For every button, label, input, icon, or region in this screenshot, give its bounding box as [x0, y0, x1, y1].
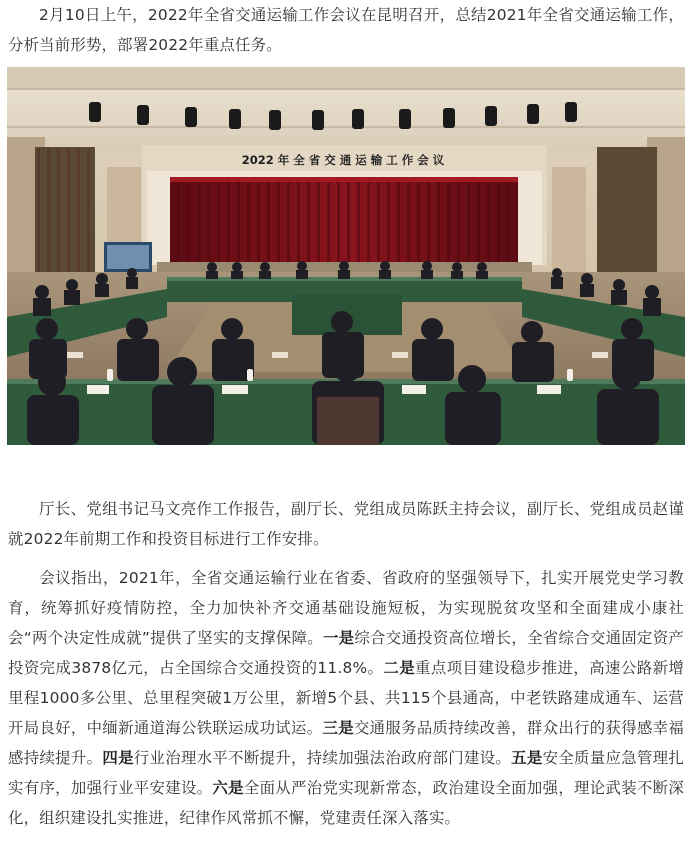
summary-paragraph: 会议指出，2021年，全省交通运输行业在省委、省政府的坚强领导下，扎实开展党史学习教育，统筹抓好疫情防控，全力加快补齐交通基础设施短板，为实现脱贫攻坚和全面建成小康社会“两个决定性成就”提供了坚实的支撑保障。一是综合交通投资高位增长，全省综合交通固定资产投资完成3878亿元，占全国综合交通投资的11.8%。二是重点项目建设稳步推进，高速公路新增里程1000多公里、总里程突破1万公里，新增5个县、共115个县通高，中老铁路建成通车、运营开局良好，中缅新通道海公铁联运成功试运。三是交通服务品质持续改善，群众出行的获得感幸福感持续提升。四是行业治理水平不断提升，持续加强法治政府部门建设。五是安全质量应急管理扎实有序，加强行业平安建设。六是全面从严治党实现新常态，政治建设全面加强，理论武装不断深化，组织建设扎实推进，纪律作风常抓不懈，党建责任深入落实。: [8, 569, 684, 827]
point-4-label: 四是: [102, 749, 134, 767]
point-1-label: 一是: [322, 629, 355, 647]
point-3-label: 三是: [322, 719, 354, 737]
point-5-label: 五是: [511, 749, 543, 767]
point-6-label: 六是: [212, 779, 244, 797]
banner-text: 2022 年 全 省 交 通 运 输 工 作 会 议: [241, 153, 445, 167]
speakers-paragraph: 厅长、党组书记马文亮作工作报告，副厅长、党组成员陈跃主持会议，副厅长、党组成员赵谨就2022年前期工作和投资目标进行工作安排。: [8, 500, 684, 548]
lead-paragraph: 2月10日上午，2022年全省交通运输工作会议在昆明召开，总结2021年全省交通运输工作，分析当前形势，部署2022年重点任务。: [8, 6, 684, 54]
point-2-label: 二是: [383, 659, 416, 677]
conference-photo: [7, 67, 685, 445]
